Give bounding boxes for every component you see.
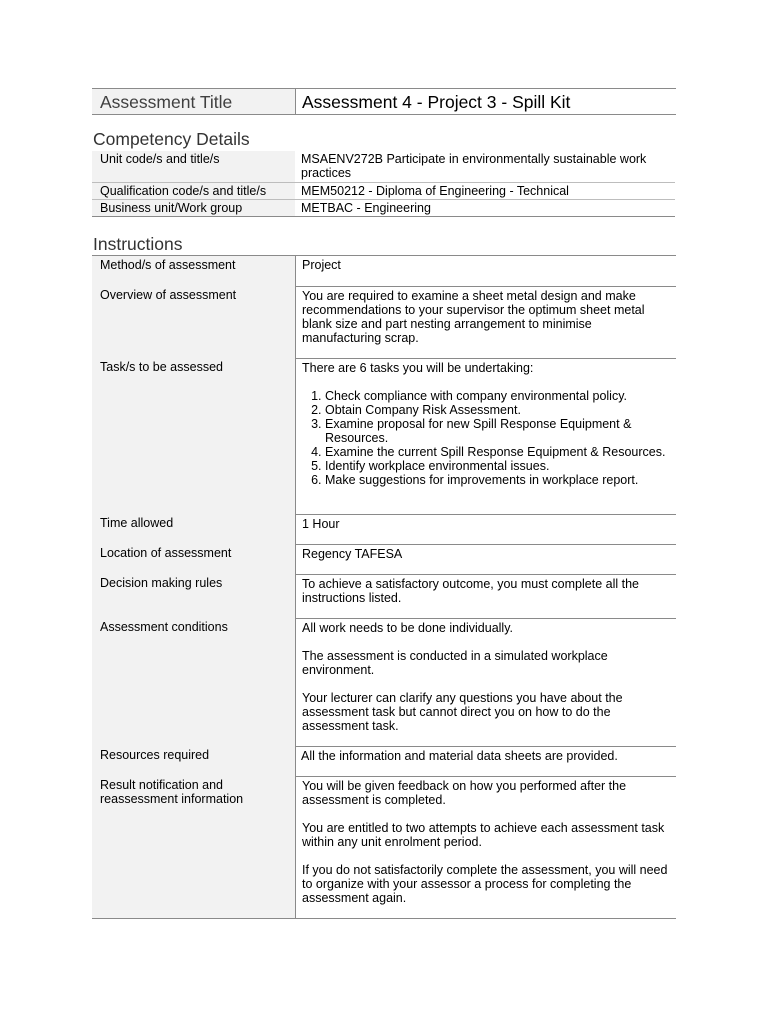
conditions-paragraph: Your lecturer can clarify any questions you have about the assessment task but cannot direct you on how to do the assessment task. xyxy=(302,690,623,733)
location-value: Regency TAFESA xyxy=(296,544,677,574)
location-label: Location of assessment xyxy=(92,544,296,574)
table-row xyxy=(92,256,676,287)
list-item: 5. Identify workplace environmental issues. xyxy=(325,459,670,473)
table-row xyxy=(92,618,676,746)
table-row xyxy=(92,776,676,919)
table-row xyxy=(92,746,676,776)
competency-table xyxy=(92,151,675,217)
decision-value: To achieve a satisfactory outcome, you must complete all the instructions listed. xyxy=(296,574,677,618)
tasks-intro: There are 6 tasks you will be undertaking: xyxy=(302,360,534,375)
table-row xyxy=(92,358,676,514)
overview-value: You are required to examine a sheet metal design and make recommendations to your supervisor the optimum sheet metal blank size and part nesting arrangement to minimise manufacturing scrap. xyxy=(296,286,677,358)
conditions-paragraph: The assessment is conducted in a simulated workplace environment. xyxy=(302,648,608,677)
overview-label: Overview of assessment xyxy=(92,286,296,358)
result-label: Result notification and reassessment information xyxy=(92,776,296,919)
assessment-title-label: Assessment Title xyxy=(92,89,296,115)
qualification-label: Qualification code/s and title/s xyxy=(92,183,295,200)
tasks-label: Task/s to be assessed xyxy=(92,358,296,514)
assessment-title-table xyxy=(92,88,676,115)
result-paragraph: You are entitled to two attempts to achieve each assessment task within any unit enrolment period. xyxy=(302,820,665,849)
resources-value: All the information and material data sheets are provided. xyxy=(296,746,677,776)
table-row xyxy=(92,544,676,574)
result-cell xyxy=(296,776,677,919)
table-row xyxy=(92,151,675,183)
unit-code-value: MSAENV272B Participate in environmentally sustainable work practices xyxy=(301,152,647,180)
table-row xyxy=(92,183,675,200)
conditions-label: Assessment conditions xyxy=(92,618,296,746)
list-item: 4. Examine the current Spill Response Equipment & Resources. xyxy=(325,445,670,459)
business-unit-value: METBAC - Engineering xyxy=(295,200,675,217)
competency-heading: Competency Details xyxy=(93,129,250,149)
instructions-heading: Instructions xyxy=(93,234,183,254)
list-item: 3. Examine proposal for new Spill Response Equipment & Resources. xyxy=(325,417,670,445)
conditions-cell xyxy=(296,618,677,746)
table-row xyxy=(92,200,675,217)
method-label: Method/s of assessment xyxy=(92,256,296,287)
method-value: Project xyxy=(296,256,677,287)
time-label: Time allowed xyxy=(92,514,296,544)
list-item: 2. Obtain Company Risk Assessment. xyxy=(325,403,670,417)
instructions-table xyxy=(92,255,676,919)
table-row xyxy=(92,574,676,618)
qualification-value: MEM50212 - Diploma of Engineering - Technical xyxy=(295,183,675,200)
unit-code-label: Unit code/s and title/s xyxy=(92,151,295,183)
list-item: 1. Check compliance with company environmental policy. xyxy=(325,389,670,403)
list-item: 6. Make suggestions for improvements in workplace report. xyxy=(325,473,670,487)
resources-label: Resources required xyxy=(92,746,296,776)
table-row xyxy=(92,514,676,544)
tasks-cell xyxy=(296,358,677,514)
business-unit-label: Business unit/Work group xyxy=(92,200,295,217)
assessment-title-value: Assessment 4 - Project 3 - Spill Kit xyxy=(296,89,677,115)
table-row xyxy=(92,286,676,358)
time-value: 1 Hour xyxy=(296,514,677,544)
result-paragraph: You will be given feedback on how you performed after the assessment is completed. xyxy=(302,778,627,807)
result-paragraph: If you do not satisfactorily complete the assessment, you will need to organize with your assessor a process for completing the assessment again. xyxy=(302,862,668,905)
conditions-paragraph: All work needs to be done individually. xyxy=(302,620,514,635)
tasks-list xyxy=(302,389,670,487)
decision-label: Decision making rules xyxy=(92,574,296,618)
